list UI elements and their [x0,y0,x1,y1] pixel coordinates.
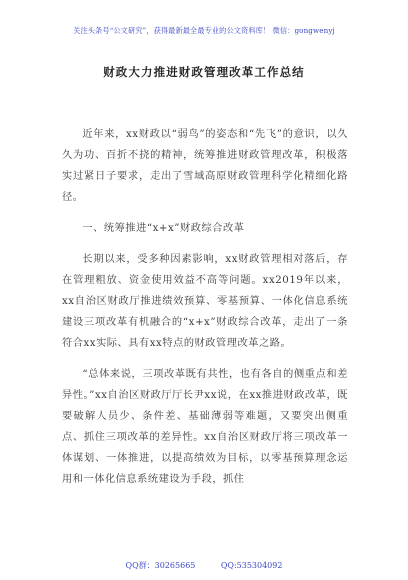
paragraph-intro: 近年来，xx财政以“弱鸟”的姿态和“先飞”的意识，以久久为功、百折不挠的精神，统筹推进财政管理改革，积极落实过紧日子要求，走出了雪域高原财政管理科学化精细化路径。 [62,129,348,203]
footer-contact [0,560,408,571]
section-heading-1: 一、统筹推进“x+x”财政综合改革 [82,223,245,234]
header-notice: 关注头条号“公文研究”，获得最新最全最专业的公文资料库！ 微信：gongwenyj [73,26,335,35]
footer-qq-group: QQ群：30265665 [125,561,196,570]
document-body [62,124,348,490]
document-title: 财政大力推进财政管理改革工作总结 [103,65,305,79]
paragraph-quote: “总体来说，三项改革既有共性，也有各自的侧重点和差异性。”xx自治区财政厅厅长尹xx说，在xx推进财政改革，既要破解人员少、条件差、基础薄弱等难题，又要突出侧重点、抓住三项改革的差异性。xx自治区财政厅将三项改革一体谋划、一体推进，以提高绩效为目标，以零基预算理念运用和一体化信息系统建设为手段，抓住 [62,369,348,485]
footer-qq: QQ:535304092 [220,561,283,570]
paragraph-background: 长期以来，受多种因素影响，xx财政管理相对落后，存在管理粗放、资金使用效益不高等问题。xx2019年以来，xx自治区财政厅推进绩效预算、零基预算、一体化信息系统建设三项改革有机融合的“x+x”财政综合改革，走出了一条符合xx实际、具有xx特点的财政管理改革之路。 [62,254,348,349]
